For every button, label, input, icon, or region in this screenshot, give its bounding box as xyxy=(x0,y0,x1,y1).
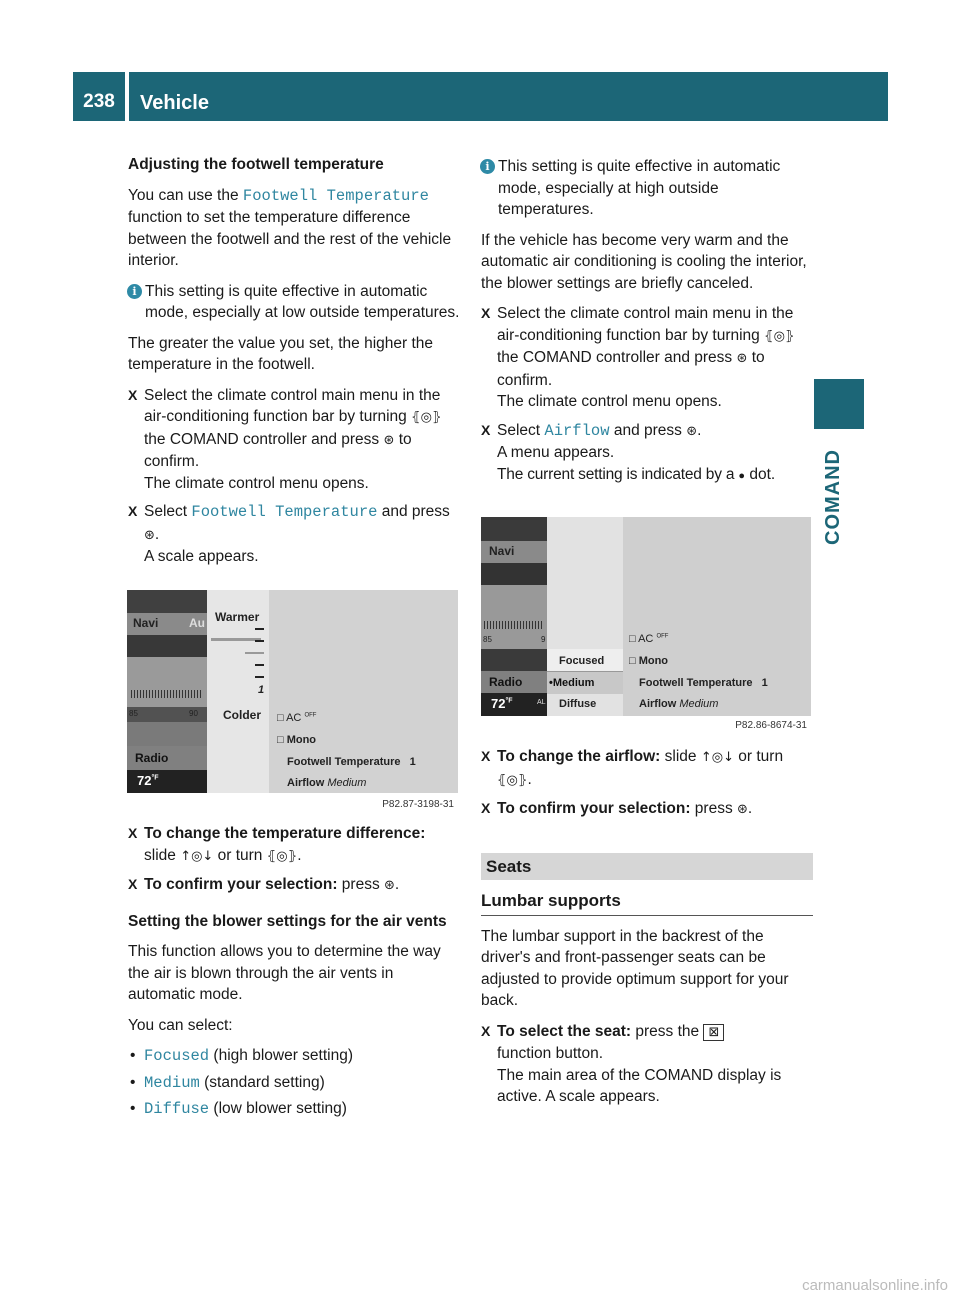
side-tab-label: COMAND xyxy=(822,449,844,545)
header-separator xyxy=(125,72,129,121)
display-screenshot-footwell: Navi Au 85 90 Radio $72^{^\circ F}$ Warmer 1 Colder □ AC $^{OFF}$ □ Mono Footwell Temperature 1 Airflow Medium P82.87-3198-31 xyxy=(127,590,458,812)
right-column xyxy=(481,156,813,494)
list-item: • Focused (high blower setting) xyxy=(130,1047,353,1065)
controller-press-icon: ⊛ xyxy=(737,802,748,817)
paragraph: You can select: xyxy=(128,1016,233,1034)
paragraph: This function allows you to determine the way the air is blown through the air vents in automatic mode. xyxy=(128,943,441,1003)
heading-footwell: Adjusting the footwell temperature xyxy=(128,156,384,173)
controller-press-icon: ⊛ xyxy=(686,423,698,439)
step-marker-icon: X xyxy=(481,421,491,438)
instruction-step: X To select the seat: press the ⊠ function button. The main area of the COMAND display is active. A scale appears. xyxy=(481,1022,782,1105)
step-marker-icon: X xyxy=(481,1022,491,1039)
dot-icon: ● xyxy=(738,469,746,482)
right-column-lower xyxy=(481,746,813,1115)
list-item: • Diffuse (low blower setting) xyxy=(130,1100,347,1118)
step-result: A scale appears. xyxy=(144,548,259,565)
instruction-step: X To change the temperature difference: slide ↑◎↓ or turn ⦃◎⦄. xyxy=(128,825,426,864)
controller-turn-icon: ⦃◎⦄ xyxy=(411,410,442,425)
step-result: A menu appears. xyxy=(497,444,615,461)
paragraph: If the vehicle has become very warm and the automatic air conditioning is cooling the interior, the blower settings are briefly canceled. xyxy=(481,231,807,292)
step-result: The climate control menu opens. xyxy=(144,474,369,492)
seat-function-button-icon: ⊠ xyxy=(703,1024,724,1041)
step-result: The main area of the COMAND display is active. A scale appears. xyxy=(497,1066,782,1105)
info-note: i This setting is quite effective in automatic mode, especially at high outside temperatures. xyxy=(481,156,813,221)
info-note: i This setting is quite effective in automatic mode, especially at low outside temperatures. xyxy=(128,281,460,324)
step-marker-icon: X xyxy=(481,800,491,816)
heading-blower: Setting the blower settings for the air vents xyxy=(128,912,447,930)
intro-paragraph: You can use the Footwell Temperature function to set the temperature difference between the footwell and the rest of the vehicle interior. xyxy=(128,186,452,269)
step-result: The climate control menu opens. xyxy=(497,393,722,410)
paragraph: The greater the value you set, the higher the temperature in the footwell. xyxy=(128,334,434,373)
controller-press-icon: ⊛ xyxy=(144,527,155,543)
controller-press-icon: ⊛ xyxy=(383,432,395,448)
controller-turn-icon: ⦃◎⦄ xyxy=(764,328,795,344)
instruction-step: X Select the climate control main menu in the air-conditioning function bar by turning ⦃◎⦄ the COMAND controller and press ⊛ to confirm. The climate control menu opens. xyxy=(481,305,795,410)
controller-turn-icon: ⦃◎⦄ xyxy=(266,848,298,864)
list-item: • Medium (standard setting) xyxy=(130,1073,325,1092)
instruction-step: X To confirm your selection: press ⊛. xyxy=(481,798,813,821)
info-icon: i xyxy=(480,159,495,174)
step-marker-icon: X xyxy=(128,386,138,403)
step-marker-icon: X xyxy=(481,305,491,321)
instruction-step: X Select Footwell Temperature and press ⊛. A scale appears. xyxy=(128,503,450,565)
controller-press-icon: ⊛ xyxy=(736,351,748,366)
instruction-step: X To change the airflow: slide ↑◎↓ or turn ⦃◎⦄. xyxy=(481,748,784,788)
step-marker-icon: X xyxy=(128,825,138,841)
section-heading-seats: Seats xyxy=(481,853,813,881)
info-icon: i xyxy=(127,284,142,299)
left-column xyxy=(128,154,460,575)
controller-press-icon: ⊛ xyxy=(384,878,395,893)
page-title: Vehicle xyxy=(140,92,209,114)
figure-caption: P82.86-8674-31 xyxy=(735,720,807,731)
page-header xyxy=(73,72,888,121)
watermark: carmanualsonline.info xyxy=(802,1277,948,1294)
display-screenshot-airflow: Navi 85 9 Radio $72^{^\circ F}$ AL Focused •Medium Diffuse □ AC $^{OFF}$ □ Mono Footwell Temperature 1 Airflow Medium P82.86-8674-31 xyxy=(481,517,811,733)
controller-turn-icon: ⦃◎⦄ xyxy=(497,772,528,788)
paragraph: The lumbar support in the backrest of the driver's and front-passenger seats can be adjusted to provide optimum support for your back. xyxy=(481,927,789,1009)
step-marker-icon: X xyxy=(128,503,138,519)
instruction-step: X To confirm your selection: press ⊛. xyxy=(128,874,460,897)
page-number: 238 xyxy=(83,91,115,112)
instruction-step: X Select the climate control main menu in the air-conditioning function bar by turning ⦃◎⦄ the COMAND controller and press ⊛ to confirm. The climate control menu opens. xyxy=(128,386,442,492)
step-marker-icon: X xyxy=(481,748,491,764)
step-marker-icon: X xyxy=(128,876,138,892)
subsection-heading: Lumbar supports xyxy=(481,890,813,916)
instruction-step: X Select Airflow and press ⊛. A menu appears. The current setting is indicated by a ● dot. xyxy=(481,421,776,483)
controller-slide-icon: ↑◎↓ xyxy=(180,848,214,864)
side-tab-marker xyxy=(814,379,864,429)
left-column-lower xyxy=(128,823,460,1125)
controller-slide-icon: ↑◎↓ xyxy=(700,750,734,765)
figure-caption: P82.87-3198-31 xyxy=(382,799,454,810)
